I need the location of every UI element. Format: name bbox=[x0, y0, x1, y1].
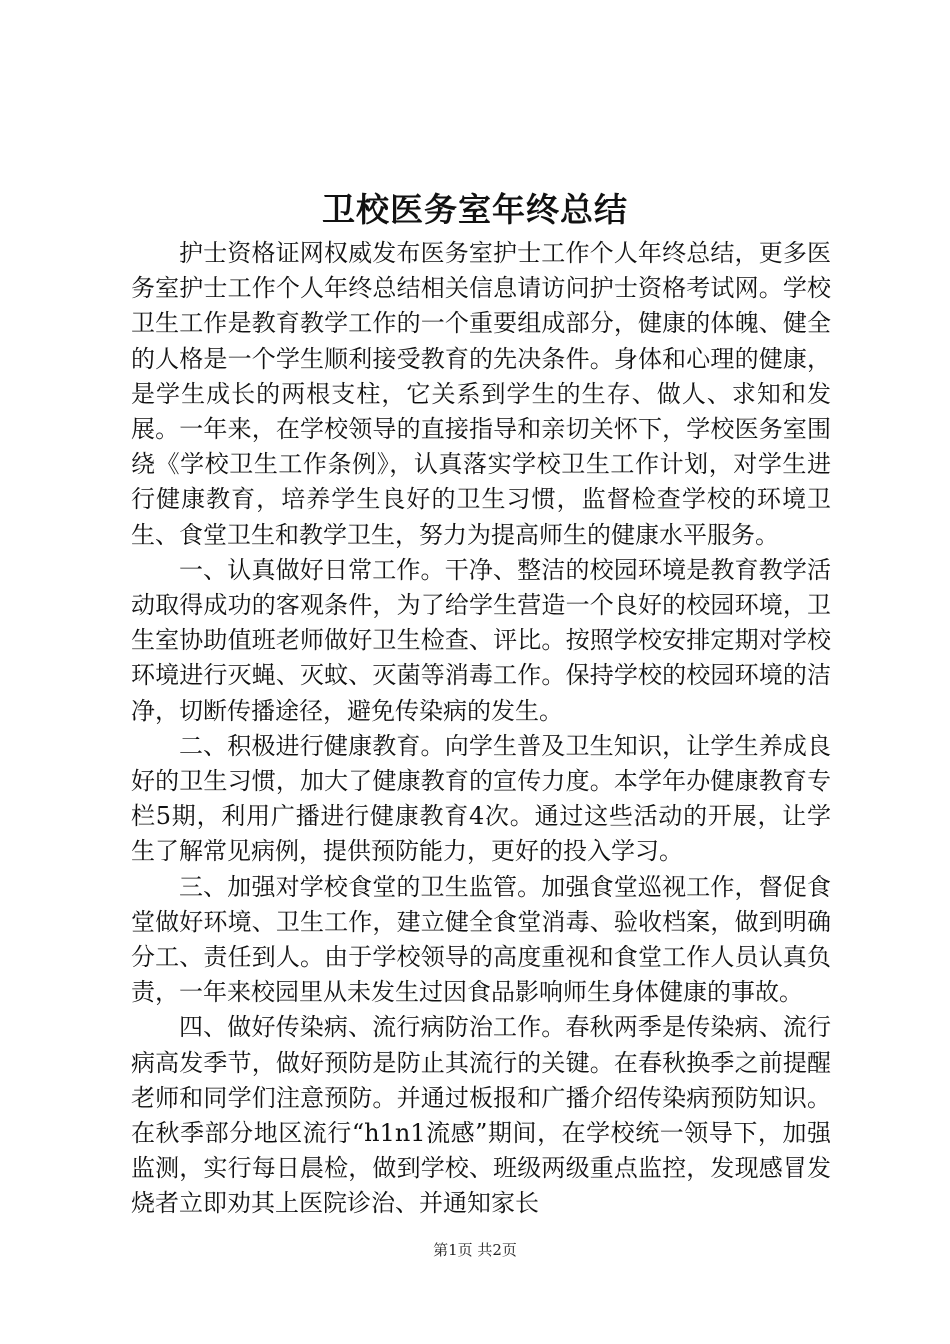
paragraph-intro: 护士资格证网权威发布医务室护士工作个人年终总结，更多医务室护士工作个人年终总结相关信息请访问护士资格考试网。学校卫生工作是教育教学工作的一个重要组成部分，健康的体魄、健全的人格是一个学生顺利接受教育的先决条件。身体和心理的健康，是学生成长的两根支柱，它关系到学生的生存、做人、求知和发展。一年来，在学校领导的直接指导和亲切关怀下，学校医务室围绕《学校卫生工作条例》，认真落实学校卫生工作计划，对学生进行健康教育，培养学生良好的卫生习惯，监督检查学校的环境卫生、食堂卫生和教学卫生，努力为提高师生的健康水平服务。 bbox=[131, 239, 831, 549]
paragraph-canteen-supervision: 三、加强对学校食堂的卫生监管。加强食堂巡视工作，督促食堂做好环境、卫生工作，建立健全食堂消毒、验收档案，做到明确分工、责任到人。由于学校领导的高度重视和食堂工作人员认真负责，一年来校园里从未发生过因食品影响师生身体健康的事故。 bbox=[131, 872, 831, 1007]
paragraph-health-education: 二、积极进行健康教育。向学生普及卫生知识，让学生养成良好的卫生习惯，加大了健康教育的宣传力度。本学年办健康教育专栏5期，利用广播进行健康教育4次。通过这些活动的开展，让学生了解常见病例，提供预防能力，更好的投入学习。 bbox=[131, 731, 831, 866]
document-title: 卫校医务室年终总结 bbox=[322, 190, 628, 229]
document-body bbox=[131, 236, 831, 1222]
paragraph-disease-prevention: 四、做好传染病、流行病防治工作。春秋两季是传染病、流行病高发季节，做好预防是防止其流行的关键。在春秋换季之前提醒老师和同学们注意预防。并通过板报和广播介绍传染病预防知识。在秋季部分地区流行“h1n1流感”期间，在学校统一领导下，加强监测，实行每日晨检，做到学校、班级两级重点监控，发现感冒发烧者立即劝其上医院诊治、并通知家长 bbox=[131, 1013, 831, 1218]
page-number-footer: 第1页 共2页 bbox=[433, 1241, 517, 1259]
paragraph-daily-work: 一、认真做好日常工作。干净、整洁的校园环境是教育教学活动取得成功的客观条件，为了给学生营造一个良好的校园环境，卫生室协助值班老师做好卫生检查、评比。按照学校安排定期对学校环境进行灭蝇、灭蚊、灭菌等消毒工作。保持学校的校园环境的洁净，切断传播途径，避免传染病的发生。 bbox=[131, 555, 831, 725]
